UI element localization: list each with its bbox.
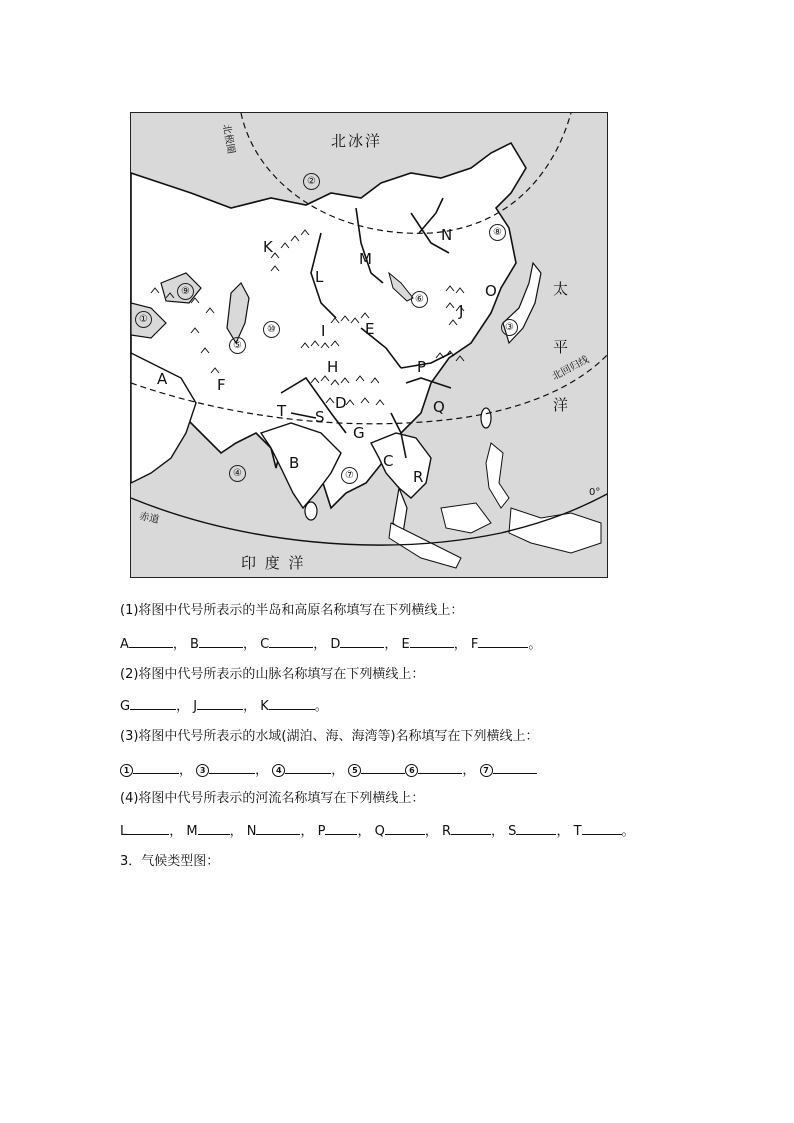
equator-label: 赤道 [138,511,161,526]
question-4-prompt: (4)将图中代号所表示的河流名称填写在下列横线上： [120,791,425,806]
map-number-9: ⑨ [177,283,194,300]
taiwan-island [481,408,491,428]
map-label-G: G [353,424,365,442]
map-label-Q: Q [433,398,445,416]
map-number-2: ② [303,173,320,190]
map-label-A: A [157,370,168,388]
philippine-islands [486,443,509,508]
pacific-ocean-label-2: 平 [553,338,569,356]
section-3-heading: 3．气候类型图： [120,854,220,869]
blank-A[interactable] [129,635,173,648]
map-label-L: L [315,268,324,286]
question-1-prompt: (1)将图中代号所表示的半岛和高原名称填写在下列横线上： [120,603,464,618]
question-3-prompt: (3)将图中代号所表示的水域(湖泊、海、海湾等)名称填写在下列横线上： [120,729,539,744]
blank-E[interactable] [410,635,454,648]
blank-M[interactable] [198,822,230,835]
map-number-7: ⑦ [341,467,358,484]
blank-C[interactable] [269,635,313,648]
asia-map [130,112,608,578]
map-label-D: D [335,394,347,412]
arctic-ocean-label: 北冰洋 [331,132,383,150]
blank-F[interactable] [478,635,528,648]
blank-P[interactable] [325,822,357,835]
zero-degree-label: 0° [589,487,601,498]
map-label-H: H [327,358,339,376]
blank-G[interactable] [130,697,176,710]
map-drawing [131,113,608,578]
blank-4[interactable] [285,761,331,774]
map-number-1: ① [135,311,152,328]
map-label-K: K [263,238,273,256]
map-number-10: ⑩ [263,321,280,338]
blank-S[interactable] [516,822,556,835]
map-number-4: ④ [229,465,246,482]
indian-ocean-label: 印 度 洋 [241,554,306,572]
map-label-O: O [485,282,497,300]
blank-K[interactable] [269,697,315,710]
question-3-blanks: 1 ， 3 ， 4 ， 5 6 ， 7 [120,761,537,779]
question-2-blanks: G ， J ， K 。 [120,699,328,714]
blank-J[interactable] [197,697,243,710]
map-label-N: N [441,226,453,244]
map-number-3: ③ [501,319,518,336]
pacific-ocean-label-3: 洋 [553,396,569,414]
question-1-blanks: A ， B ， C ， D ， E ， F 。 [120,637,542,652]
map-number-5: ⑤ [229,337,246,354]
question-2-prompt: (2)将图中代号所表示的山脉名称填写在下列横线上： [120,667,425,682]
blank-B[interactable] [199,635,243,648]
map-label-F: F [217,376,226,394]
map-number-8: ⑧ [489,224,506,241]
map-number-6: ⑥ [411,291,428,308]
blank-Q[interactable] [385,822,425,835]
tropic-label: 北回归线 [550,354,592,383]
blank-T[interactable] [582,822,622,835]
map-label-B: B [289,454,300,472]
map-label-I: I [321,322,326,340]
question-4-blanks: L ， M ， N ， P ， Q ， R ， S ， T 。 [120,824,635,839]
arctic-circle-label: 北极圈 [220,123,237,155]
blank-3[interactable] [209,761,255,774]
blank-5[interactable] [361,761,405,774]
map-label-C: C [383,452,394,470]
blank-D[interactable] [340,635,384,648]
map-label-E: E [365,320,375,338]
map-label-J: J [459,302,464,320]
blank-6[interactable] [418,761,462,774]
blank-L[interactable] [127,822,169,835]
blank-R[interactable] [451,822,491,835]
map-label-S: S [315,408,325,426]
blank-N[interactable] [256,822,300,835]
blank-7[interactable] [493,761,537,774]
pacific-ocean-label-1: 太 [553,280,569,298]
map-label-M: M [359,250,372,268]
blank-1[interactable] [133,761,179,774]
indonesia-islands [389,503,601,568]
map-label-R: R [413,468,424,486]
sri-lanka-island [305,502,317,520]
map-label-P: P [417,358,427,376]
map-label-T: T [277,402,287,420]
